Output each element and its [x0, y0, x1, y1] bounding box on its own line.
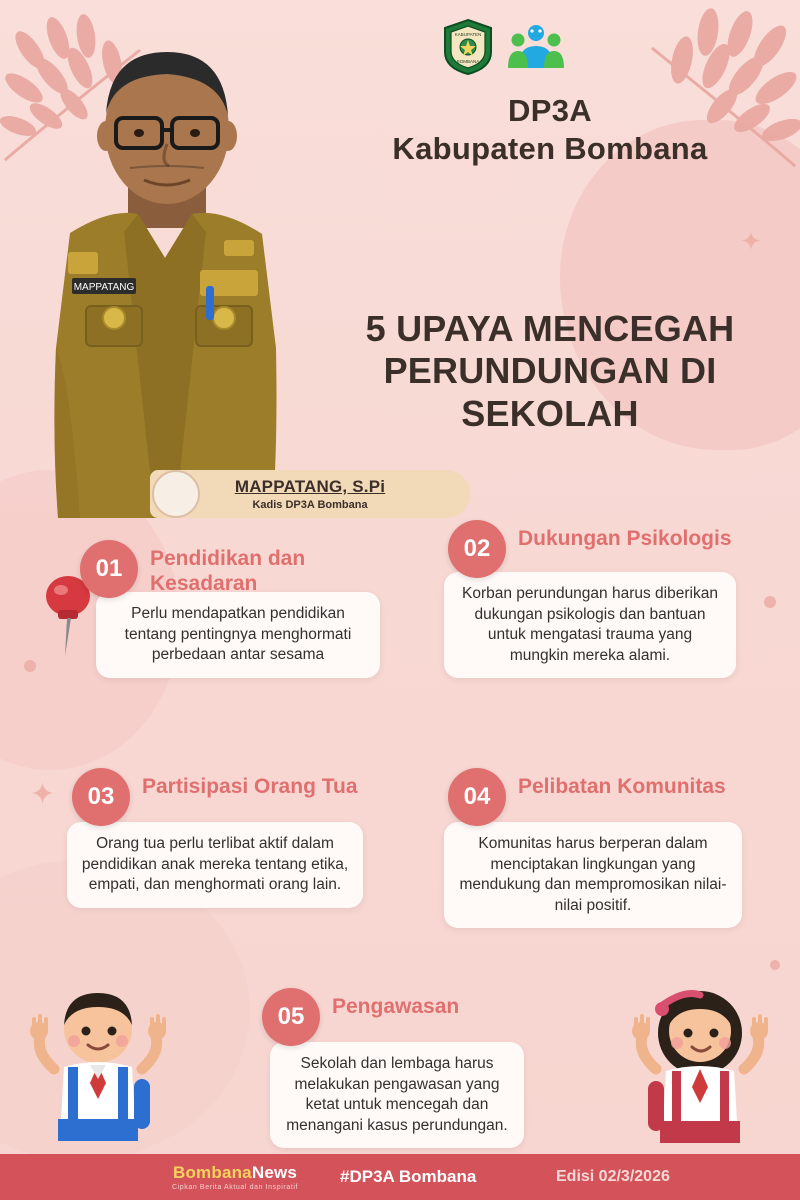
- speaker-name: MAPPATANG, S.Pi: [234, 477, 386, 496]
- tip-number: 02: [448, 520, 506, 578]
- speaker-role: Kadis DP3A Bombana: [252, 499, 368, 511]
- tip-header: [262, 988, 552, 1046]
- nameplate-circle-accent: [152, 470, 200, 518]
- tip-body: Korban perundungan harus diberikan dukungan psikologis dan bantuan untuk mengatasi trauma yang mungkin mereka alami.: [444, 572, 736, 678]
- sparkle-icon: ✦: [30, 778, 56, 811]
- tip-card-01: [80, 540, 380, 678]
- decorative-dot: [764, 596, 776, 608]
- org-line-1: DP3A: [508, 93, 592, 128]
- speaker-portrait-illustration: [10, 18, 320, 518]
- girl-student-illustration: [626, 987, 776, 1152]
- logo-row: [440, 18, 564, 76]
- dp3a-family-logo-icon: [508, 18, 564, 76]
- tip-number: 03: [72, 768, 130, 826]
- tip-card-02: [448, 520, 748, 678]
- svg-text:KABUPATEN: KABUPATEN: [454, 32, 482, 37]
- brand-tagline: Cipkan Berita Aktual dan Inspiratif: [172, 1184, 299, 1191]
- tip-number: 05: [262, 988, 320, 1046]
- sparkle-icon: ✦: [740, 226, 762, 256]
- brand-name: [173, 1163, 297, 1183]
- tip-body: Komunitas harus berperan dalam menciptakan lingkungan yang mendukung dan mempromosikan nilai-nilai positif.: [444, 822, 742, 928]
- footer-bar: [0, 1154, 800, 1200]
- tip-header: [80, 540, 380, 598]
- svg-text:BOMBANA: BOMBANA: [456, 59, 480, 64]
- tip-card-04: [448, 768, 748, 928]
- tip-header: [448, 768, 748, 826]
- tip-title: Pengawasan: [332, 995, 460, 1018]
- tip-header: [72, 768, 372, 826]
- tip-title: Dukungan Psikologis: [518, 527, 732, 550]
- tip-title: Pelibatan Komunitas: [518, 775, 726, 798]
- decorative-dot: [770, 960, 780, 970]
- kabupaten-bombana-crest-icon: [440, 18, 496, 76]
- tip-card-03: [72, 768, 372, 908]
- edition-label: Edisi 02/3/2026: [556, 1168, 670, 1185]
- tip-body: Sekolah dan lembaga harus melakukan pengawasan yang ketat untuk mencegah dan menangani kasus perundungan.: [270, 1042, 524, 1148]
- brand-name-first: Bombana: [172, 1163, 252, 1182]
- hashtag-label: #DP3A Bombana: [340, 1167, 477, 1186]
- org-line-2: Kabupaten Bombana: [392, 130, 708, 166]
- brand-logo: [172, 1163, 298, 1191]
- speaker-photo: [0, 0, 330, 520]
- decorative-dot: [24, 660, 36, 672]
- page-title: [330, 92, 770, 168]
- boy-student-illustration: [24, 987, 174, 1152]
- tip-body: Perlu mendapatkan pendidikan tentang pentingnya menghormati perbedaan antar sesama: [96, 592, 380, 678]
- tip-title: Partisipasi Orang Tua: [142, 775, 358, 798]
- tip-card-05: [262, 988, 552, 1148]
- uniform-name-tag: MAPPATANG: [73, 282, 135, 293]
- main-heading: 5 UPAYA MENCEGAH PERUNDUNGAN DI SEKOLAH: [365, 308, 735, 434]
- tip-number: 01: [80, 540, 138, 598]
- tip-body: Orang tua perlu terlibat aktif dalam pendidikan anak mereka tentang etika, empati, dan menghormati orang lain.: [67, 822, 363, 908]
- tip-header: [448, 520, 748, 578]
- brand-name-second: News: [251, 1163, 298, 1182]
- tip-title: Pendidikan dan Kesadaran: [150, 547, 306, 596]
- tip-number: 04: [448, 768, 506, 826]
